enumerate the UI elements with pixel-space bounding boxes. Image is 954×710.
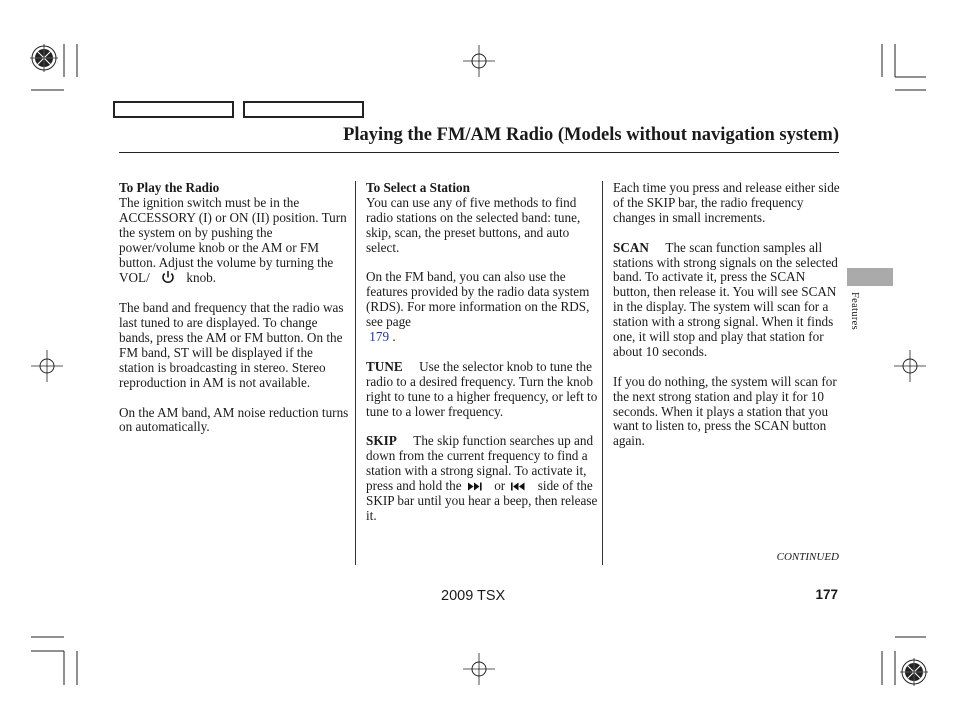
paragraph xyxy=(366,270,598,345)
paragraph-text: The scan function samples all stations with strong signals on the selected band. To activate it, press the SCAN button, then release it. You will see SCAN in the display. The system will scan for a station with a strong signal. When it finds one, it will stop and play that station for about 10 seconds. xyxy=(613,239,838,359)
column-1 xyxy=(119,181,351,435)
paragraph: On the AM band, AM noise reduction turns on automatically. xyxy=(119,404,349,435)
column-2 xyxy=(366,181,598,524)
paragraph xyxy=(119,196,351,286)
paragraph: The band and frequency that the radio was last tuned to are displayed. To change bands, press the AM or FM button. On the FM band, ST will be displayed if the station is broadcasting in stereo. Stereo reproduction in AM is not available. xyxy=(119,300,344,390)
column-divider xyxy=(602,181,603,565)
term-label: SKIP xyxy=(366,433,397,449)
term-label: SCAN xyxy=(613,239,649,255)
section-tab xyxy=(847,268,893,286)
column-3 xyxy=(613,181,841,449)
paragraph: Each time you press and release either side of the SKIP bar, the radio frequency changes in small increments. xyxy=(613,180,840,225)
crosshair-icon xyxy=(463,45,495,77)
paragraph-text: knob. xyxy=(186,270,217,286)
title-rule xyxy=(119,152,839,153)
header-tab-box xyxy=(113,101,234,118)
crosshair-icon xyxy=(31,350,63,382)
continued-label: CONTINUED xyxy=(776,551,839,563)
paragraph-text: side of the SKIP bar until you hear a beep, then release it. xyxy=(366,478,598,523)
page-title: Playing the FM/AM Radio (Models without navigation system) xyxy=(343,125,839,145)
term-label: TUNE xyxy=(366,358,403,374)
paragraph xyxy=(366,434,598,523)
header-tab-box xyxy=(243,101,364,118)
model-label: 2009 TSX xyxy=(441,588,506,604)
paragraph-text: or xyxy=(494,478,506,494)
paragraph: You can use any of five methods to find radio stations on the selected band: tune, skip, scan, the preset buttons, and auto select. xyxy=(366,194,581,255)
skip-forward-icon xyxy=(465,481,491,492)
section-heading: To Play the Radio xyxy=(119,180,220,195)
page-link[interactable]: 179 xyxy=(369,329,390,345)
paragraph-text: The skip function searches up and down from the current frequency to find a station with a strong signal. To activate it, press and hold the xyxy=(366,433,594,494)
section-heading: To Select a Station xyxy=(366,180,470,195)
skip-back-icon xyxy=(508,481,534,492)
paragraph: If you do nothing, the system will scan for the next strong station and play it for 10 seconds. When it plays a station that you want to listen to, press the SCAN button again. xyxy=(613,373,837,449)
paragraph xyxy=(613,241,841,360)
power-icon xyxy=(153,270,183,284)
paragraph xyxy=(366,360,598,420)
column-divider xyxy=(355,181,356,565)
crosshair-icon xyxy=(894,350,926,382)
paragraph-text: The ignition switch must be in the ACCESSORY (I) or ON (II) position. Turn the system on by pushing the power/volume knob or the AM or FM button. Adjust the volume by turning the VOL/ xyxy=(119,194,347,286)
crosshair-icon xyxy=(463,653,495,685)
page-number: 177 xyxy=(815,587,838,602)
section-label: Features xyxy=(849,292,860,330)
paragraph-text: . xyxy=(392,329,396,345)
paragraph-text: Use the selector knob to tune the radio to a desired frequency. Turn the knob right to tune to a higher frequency, or left to tune to a lower frequency. xyxy=(366,358,598,419)
paragraph-text: On the FM band, you can also use the features provided by the radio data system (RDS). For more information on the RDS, see page xyxy=(366,269,590,330)
